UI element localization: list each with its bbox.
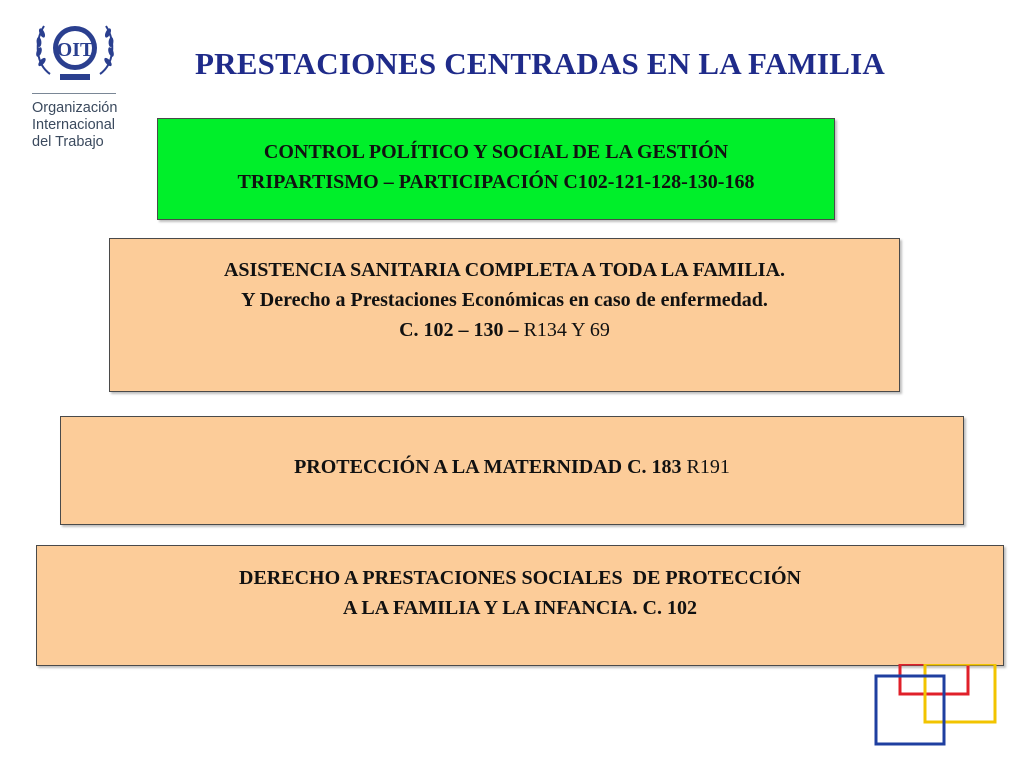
- box2-line-3: [399, 315, 610, 345]
- decorative-squares-icon: [870, 664, 1002, 754]
- box-control-politico: [157, 118, 835, 220]
- box4-line-1: DERECHO A PRESTACIONES SOCIALES DE PROTECCIÓN: [239, 566, 801, 589]
- box1-line-1: CONTROL POLÍTICO Y SOCIAL DE LA GESTIÓN: [263, 141, 729, 163]
- box2-line-3-bold: C. 102 – 130 –: [399, 319, 519, 341]
- box-asistencia-sanitaria: [109, 238, 900, 392]
- box2-line-1: ASISTENCIA SANITARIA COMPLETA A TODA LA FAMILIA.: [223, 259, 786, 281]
- logo-divider: [32, 93, 116, 94]
- slide-title: PRESTACIONES CENTRADAS EN LA FAMILIA: [195, 46, 885, 81]
- box3-line-1-normal: R191: [681, 455, 730, 478]
- emblem-text: OIT: [56, 39, 94, 61]
- box-prestaciones-sociales: [36, 545, 1004, 666]
- box-proteccion-maternidad: [60, 416, 964, 525]
- ilo-logo: [30, 12, 125, 152]
- organization-name: [32, 100, 142, 151]
- box4-line-2: A LA FAMILIA Y LA INFANCIA. C. 102: [343, 596, 697, 619]
- org-line-1: Organización: [32, 100, 118, 116]
- box2-line-2: Y Derecho a Prestaciones Económicas en caso de enfermedad.: [241, 289, 768, 311]
- deco-red-square: [900, 664, 968, 694]
- org-line-3: del Trabajo: [32, 134, 104, 150]
- box3-line-1: [294, 452, 730, 482]
- box1-line-2: TRIPARTISMO – PARTICIPACIÓN C102-121-128-130-168: [237, 171, 755, 193]
- box2-line-3-normal: R134 Y 69: [518, 319, 610, 341]
- org-line-2: Internacional: [32, 117, 116, 133]
- deco-blue-square: [876, 676, 944, 744]
- ilo-emblem-icon: [30, 12, 120, 90]
- box3-line-1-bold: PROTECCIÓN A LA MATERNIDAD C. 183: [294, 455, 682, 478]
